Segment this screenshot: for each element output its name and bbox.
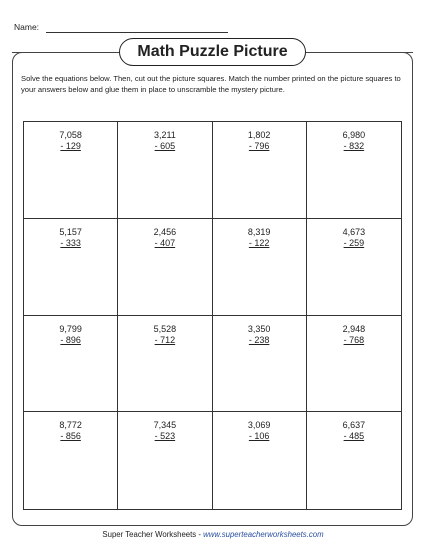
problem-cell	[213, 122, 307, 219]
footer-text: Super Teacher Worksheets -	[102, 530, 204, 539]
subtraction-problem	[213, 420, 306, 442]
subtrahend: - 106	[248, 431, 270, 442]
problem-cell	[24, 316, 118, 413]
minuend: 6,980	[342, 130, 366, 140]
subtrahend: - 238	[248, 334, 270, 345]
problem-cell	[307, 316, 401, 413]
subtrahend: - 605	[154, 141, 176, 151]
name-label: Name:	[14, 22, 40, 32]
footer	[0, 530, 426, 539]
subtraction-problem	[24, 227, 117, 249]
subtrahend: - 407	[154, 237, 176, 248]
minuend: 6,637	[342, 420, 366, 431]
problem-cell	[118, 412, 212, 509]
minuend: 7,058	[59, 130, 82, 140]
subtrahend: - 832	[343, 141, 365, 151]
problem-cell	[307, 412, 401, 509]
subtraction-problem	[307, 324, 401, 346]
subtrahend: - 523	[154, 431, 176, 442]
problem-cell	[118, 219, 212, 316]
minuend: 9,799	[59, 323, 82, 334]
subtrahend: - 712	[154, 334, 176, 345]
subtraction-problem	[118, 324, 211, 346]
minuend: 2,948	[342, 323, 366, 334]
minuend: 5,528	[153, 323, 177, 334]
minuend: 3,211	[153, 130, 176, 140]
subtraction-problem	[118, 420, 211, 442]
subtraction-problem	[213, 324, 306, 346]
problem-cell	[213, 316, 307, 413]
subtraction-problem	[118, 130, 211, 152]
minuend: 3,350	[247, 323, 271, 334]
subtraction-problem	[213, 227, 306, 249]
problem-cell	[24, 412, 118, 509]
subtraction-problem	[24, 420, 117, 442]
subtraction-problem	[213, 130, 306, 152]
minuend: 2,456	[153, 226, 177, 237]
worksheet-title: Math Puzzle Picture	[119, 38, 306, 66]
subtrahend: - 896	[60, 334, 81, 345]
problem-cell	[213, 219, 307, 316]
problem-cell	[24, 219, 118, 316]
problem-cell	[118, 316, 212, 413]
subtrahend: - 259	[343, 237, 365, 248]
subtrahend: - 796	[248, 141, 270, 151]
minuend: 5,157	[59, 226, 82, 237]
subtraction-problem	[307, 227, 401, 249]
problem-cell	[307, 219, 401, 316]
minuend: 7,345	[153, 420, 177, 431]
name-line[interactable]	[46, 32, 228, 33]
problem-cell	[118, 122, 212, 219]
subtraction-problem	[118, 227, 211, 249]
minuend: 8,319	[247, 226, 271, 237]
subtrahend: - 768	[343, 334, 365, 345]
problem-cell	[213, 412, 307, 509]
subtrahend: - 333	[60, 237, 81, 248]
minuend: 1,802	[247, 130, 271, 140]
minuend: 8,772	[59, 420, 82, 431]
problem-grid	[23, 121, 402, 510]
subtraction-problem	[307, 420, 401, 442]
subtrahend: - 485	[343, 431, 365, 442]
footer-url[interactable]: www.superteacherworksheets.com	[203, 530, 324, 539]
problem-cell	[307, 122, 401, 219]
subtraction-problem	[307, 130, 401, 152]
minuend: 3,069	[247, 420, 271, 431]
subtrahend: - 856	[60, 431, 81, 442]
subtrahend: - 122	[248, 237, 270, 248]
problem-cell	[24, 122, 118, 219]
minuend: 4,673	[342, 226, 366, 237]
subtrahend: - 129	[60, 141, 81, 151]
subtraction-problem	[24, 324, 117, 346]
instructions: Solve the equations below. Then, cut out the picture squares. Match the number printed on the picture squares to your answers below and glue them in place to unscramble the mystery picture.	[21, 74, 401, 94]
subtraction-problem	[24, 130, 117, 152]
